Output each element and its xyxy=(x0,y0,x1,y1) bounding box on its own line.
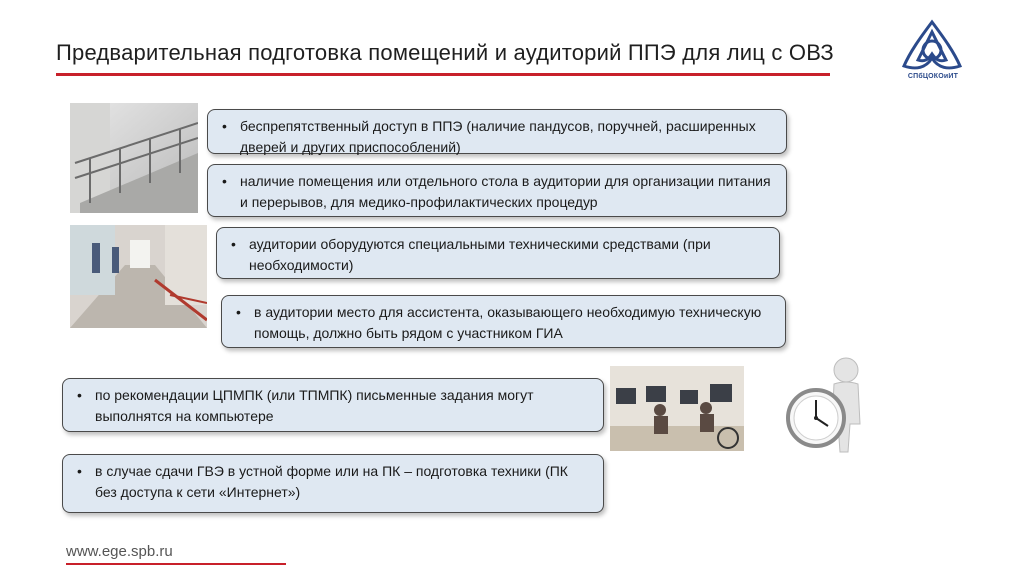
ramp-photo xyxy=(70,103,198,213)
list-item: • аудитории оборудуются специальными техническими средствами (при необходимости) xyxy=(216,227,780,279)
list-item-text: в случае сдачи ГВЭ в устной форме или на ПК – подготовка техники (ПК без доступа к сети «Интернет») xyxy=(95,463,568,500)
footer-url[interactable]: www.ege.spb.ru xyxy=(66,543,173,560)
list-item-text: по рекомендации ЦПМПК (или ТПМПК) письменные задания могут выполнятся на компьютере xyxy=(95,387,534,424)
list-item-text: аудитории оборудуются специальными техническими средствами (при необходимости) xyxy=(249,236,711,273)
corridor-photo xyxy=(70,225,207,328)
list-item-text: беспрепятственный доступ в ППЭ (наличие пандусов, поручней, расширенных дверей и других приспособлений) xyxy=(240,118,756,155)
list-item: • в аудитории место для ассистента, оказывающего необходимую техническую помощь, должно быть рядом с участником ГИА xyxy=(221,295,786,348)
list-item: • по рекомендации ЦПМПК (или ТПМПК) письменные задания могут выполнятся на компьютере xyxy=(62,378,604,432)
list-item: • наличие помещения или отдельного стола в аудитории для организации питания и перерывов, для медико-профилактических процедур xyxy=(207,164,787,217)
list-item-text: в аудитории место для ассистента, оказывающего необходимую техническую помощь, должно быть рядом с участником ГИА xyxy=(254,304,762,341)
logo-icon xyxy=(896,18,968,78)
page-title: Предварительная подготовка помещений и аудиторий ППЭ для лиц с ОВЗ xyxy=(56,40,834,65)
logo-text: СПбЦОКОиИТ xyxy=(907,73,959,80)
footer-underline xyxy=(66,563,286,565)
clock-figure-image xyxy=(784,354,874,459)
title-underline xyxy=(56,73,830,76)
list-item: • беспрепятственный доступ в ППЭ (наличие пандусов, поручней, расширенных дверей и других приспособлений) xyxy=(207,109,787,154)
list-item-text: наличие помещения или отдельного стола в аудитории для организации питания и перерывов, для медико-профилактических процедур xyxy=(240,173,771,210)
list-item: • в случае сдачи ГВЭ в устной форме или на ПК – подготовка техники (ПК без доступа к сети «Интернет») xyxy=(62,454,604,513)
classroom-photo xyxy=(610,366,744,451)
